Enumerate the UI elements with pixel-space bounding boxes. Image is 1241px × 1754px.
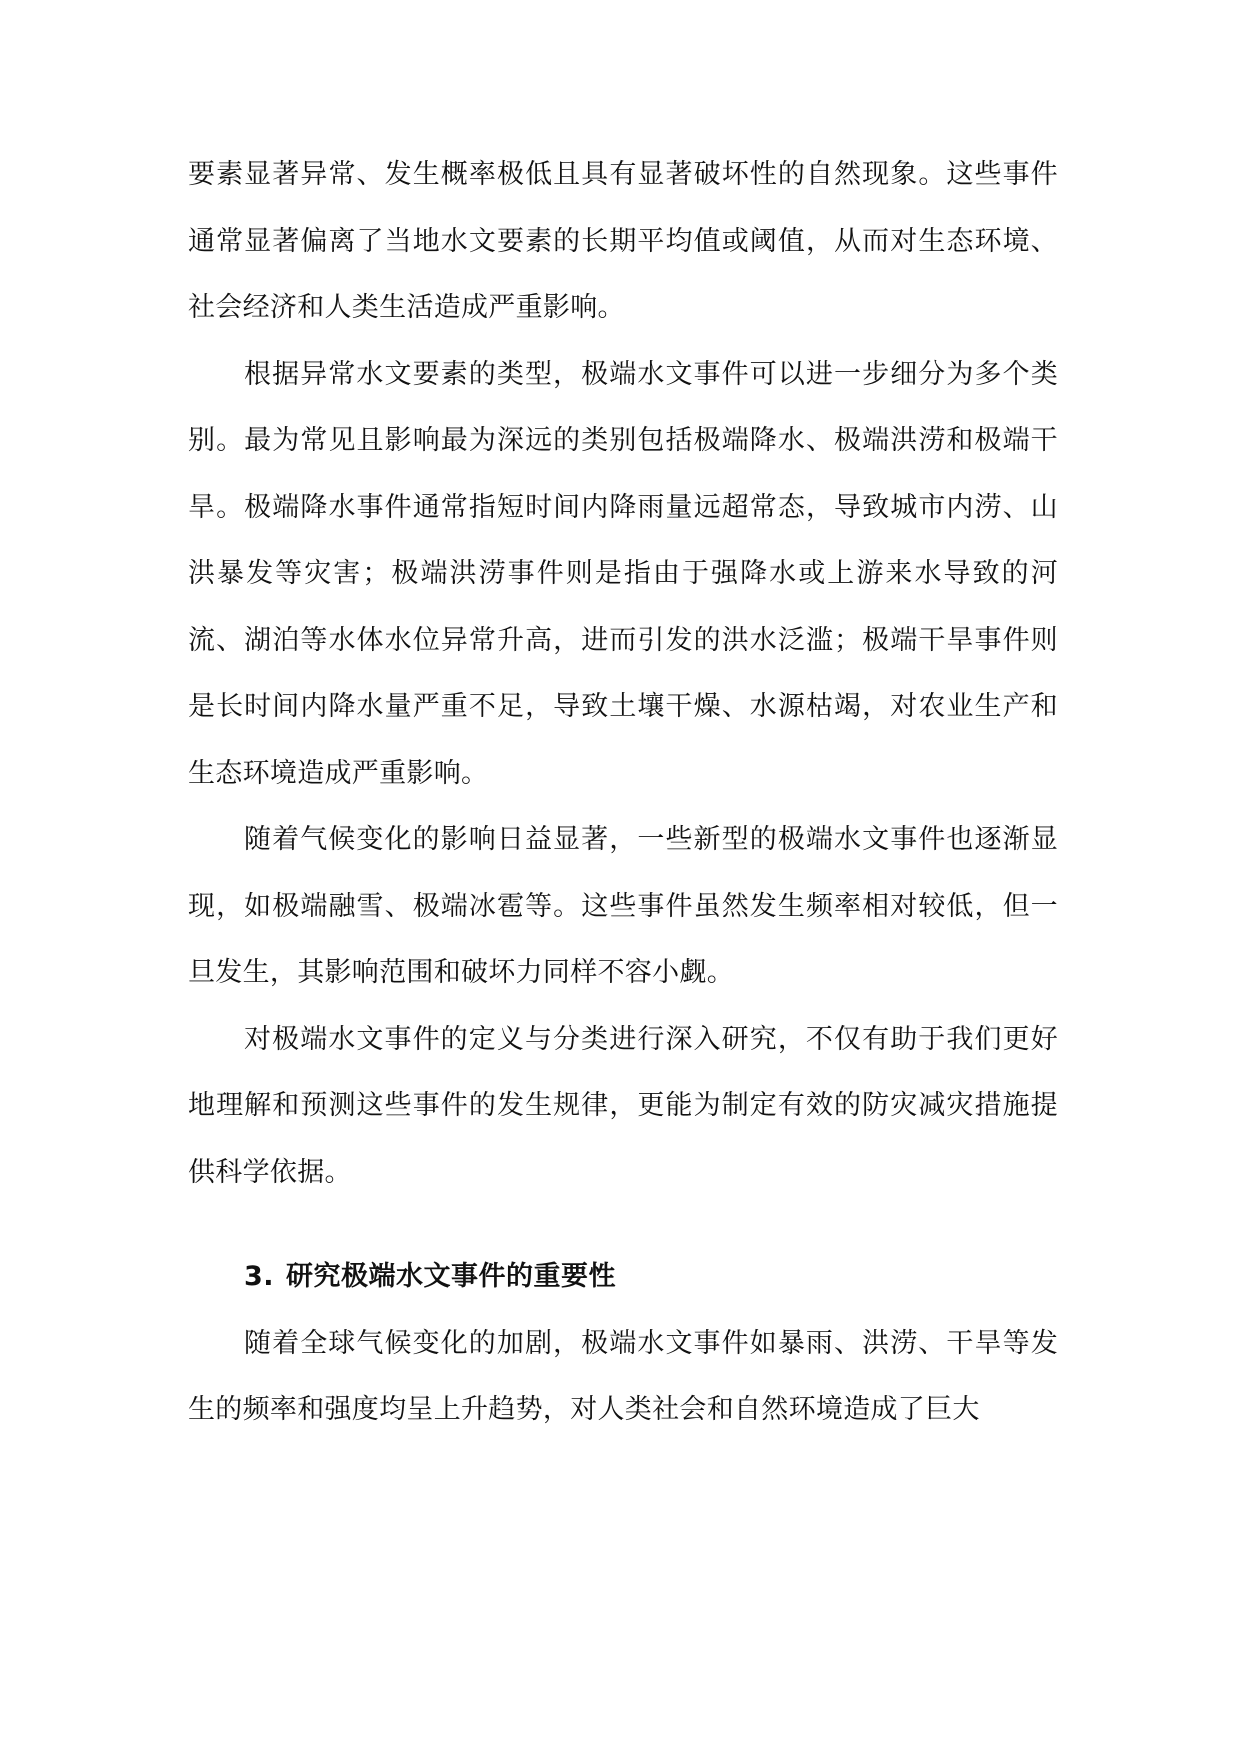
section-heading [188, 1244, 1058, 1311]
paragraph-new-event-types: 随着气候变化的影响日益显著，一些新型的极端水文事件也逐渐显现，如极端融雪、极端冰雹等。这些事件虽然发生频率相对较低，但一旦发生，其影响范围和破坏力同样不容小觑。 [188, 824, 1058, 988]
paragraph-continuation: 要素显著异常、发生概率极低且具有显著破坏性的自然现象。这些事件通常显著偏离了当地水文要素的长期平均值或阈值，从而对生态环境、社会经济和人类生活造成严重影响。 [188, 159, 1058, 323]
document-body [188, 142, 1058, 1444]
section-title: 研究极端水文事件的重要性 [286, 1261, 617, 1292]
paragraph-importance: 随着全球气候变化的加剧，极端水文事件如暴雨、洪涝、干旱等发生的频率和强度均呈上升趋势，对人类社会和自然环境造成了巨大 [188, 1327, 1058, 1425]
paragraph-research-significance: 对极端水文事件的定义与分类进行深入研究，不仅有助于我们更好地理解和预测这些事件的发生规律，更能为制定有效的防灾减灾措施提供科学依据。 [188, 1023, 1058, 1188]
paragraph-classification: 根据异常水文要素的类型，极端水文事件可以进一步细分为多个类别。最为常见且影响最为深远的类别包括极端降水、极端洪涝和极端干旱。极端降水事件通常指短时间内降雨量远超常态，导致城市内涝、山洪暴发等灾害；极端洪涝事件则是指由于强降水或上游来水导致的河流、湖泊等水体水位异常升高，进而引发的洪水泛滥；极端干旱事件则是长时间内降水量严重不足，导致土壤干燥、水源枯竭，对农业生产和生态环境造成严重影响。 [188, 358, 1058, 789]
section-number: 3. [244, 1261, 275, 1292]
